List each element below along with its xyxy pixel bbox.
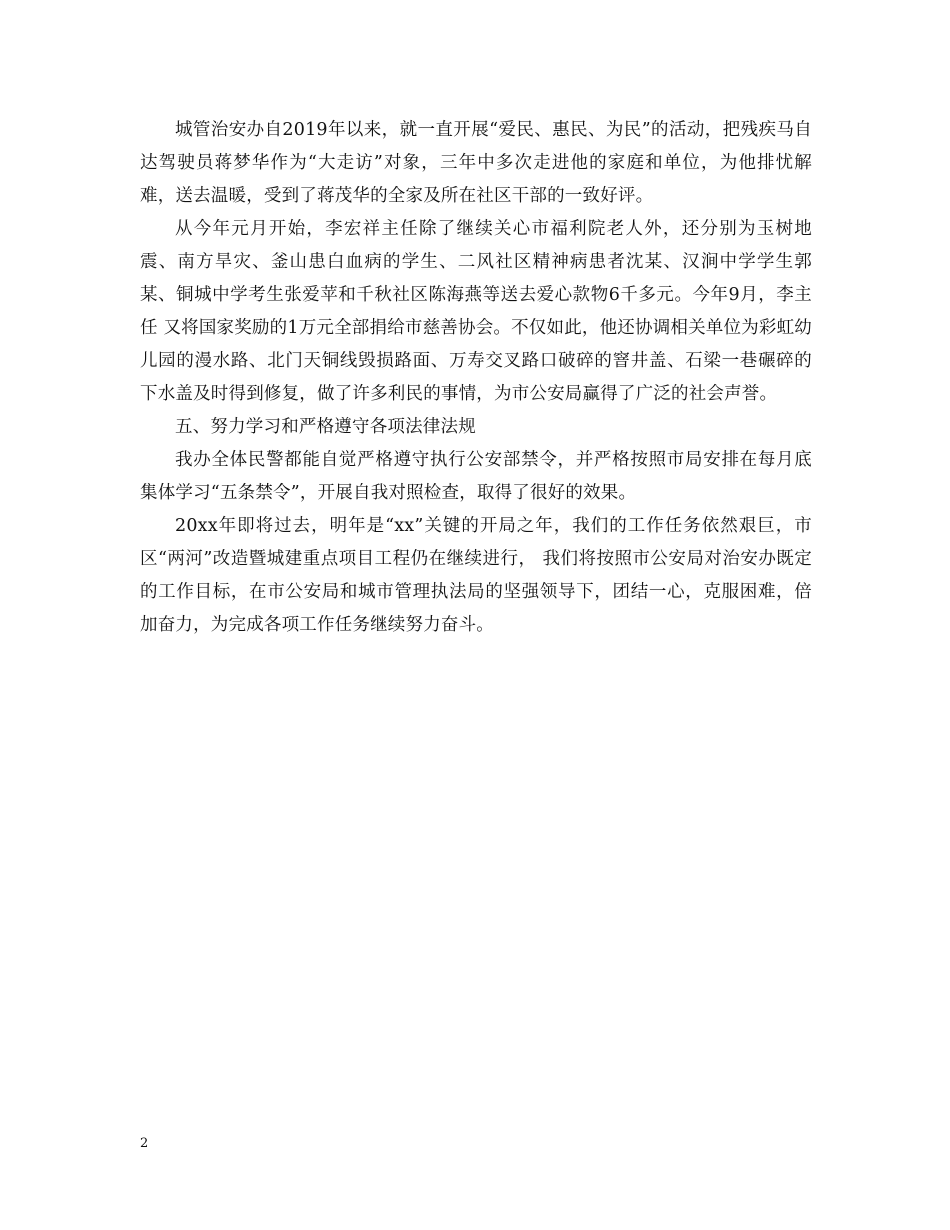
section-heading-laws: 五、努力学习和严格遵守各项法律法规: [175, 417, 476, 437]
paragraph-outlook: 20xx年即将过去，明年是“xx”关键的开局之年，我们的工作任务依然艰巨，市区“两河”改造暨城建重点项目工程仍在继续进行， 我们将按照市公安局对治安办既定的工作目标，在市公安局和城市管理执法局的坚强领导下，团结一心，克服困难，倍加奋力，为完成各项工作任务继续努力奋斗。: [140, 516, 812, 635]
paragraph-donations: 从今年元月开始，李宏祥主任除了继续关心市福利院老人外，还分别为玉树地震、南方旱灾、釜山患白血病的学生、二风社区精神病患者沈某、汉涧中学学生郭某、铜城中学考生张爱苹和千秋社区陈海燕等送去爱心款物6千多元。今年9月，李主任 又将国家奖励的1万元全部捐给市慈善协会。不仅如此，他还协调相关单位为彩虹幼儿园的漫水路、北门天铜线毁损路面、万寿交叉路口破碎的窨井盖、石梁一巷碾碎的下水盖及时得到修复，做了许多利民的事情，为市公安局赢得了广泛的社会声誉。: [140, 219, 812, 404]
paragraph-outreach: 城管治安办自2019年以来，就一直开展“爱民、惠民、为民”的活动，把残疾马自达驾驶员蒋梦华作为“大走访”对象，三年中多次走进他的家庭和单位，为他排忧解难，送去温暖，受到了蒋茂华的全家及所在社区干部的一致好评。: [140, 120, 812, 206]
document-body: [140, 114, 812, 642]
paragraph-discipline: 我办全体民警都能自觉严格遵守执行公安部禁令，并严格按照市局安排在每月底集体学习“五条禁令”，开展自我对照检查，取得了很好的效果。: [140, 450, 812, 503]
page-number: 2: [140, 1136, 149, 1151]
